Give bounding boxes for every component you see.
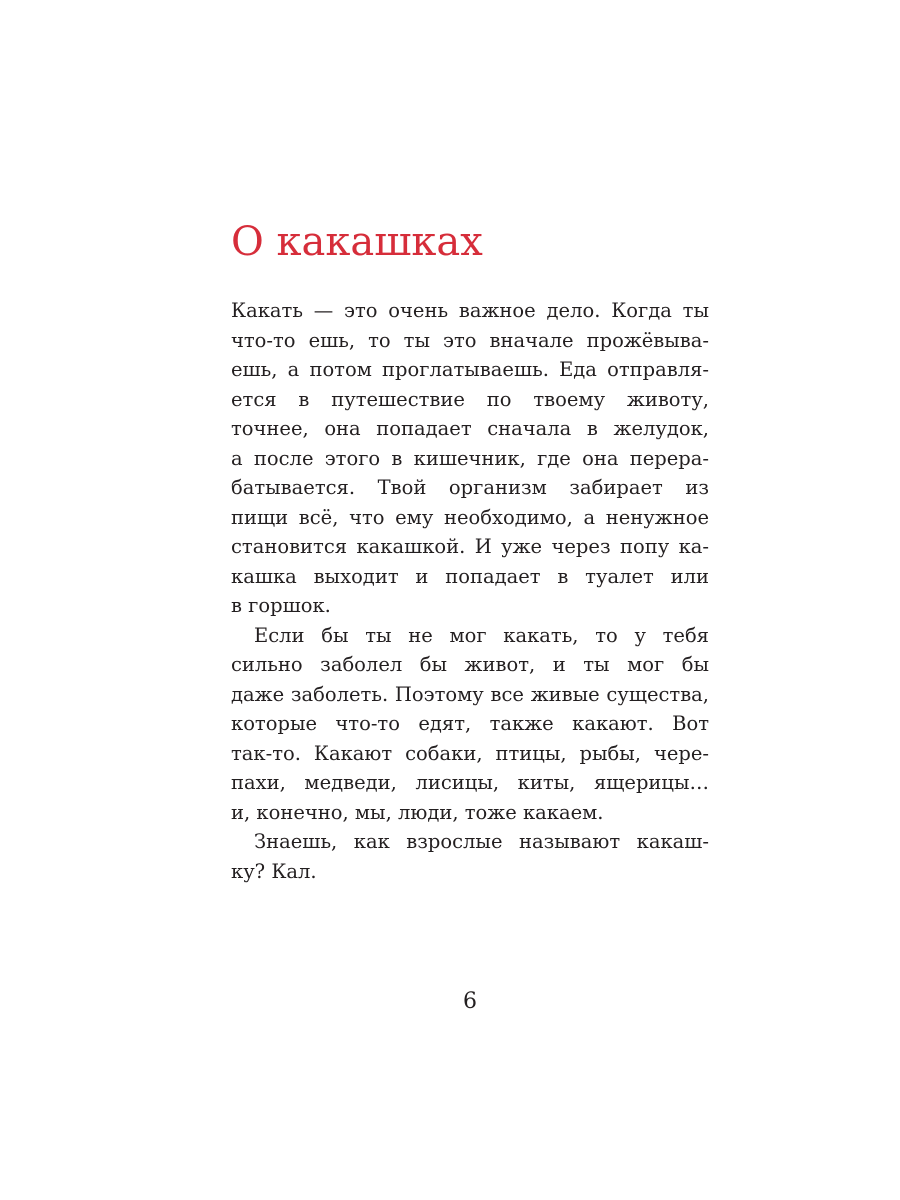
text-line: в горшок. <box>231 594 331 617</box>
text-line: ку? Кал. <box>231 859 317 883</box>
text-line: и, конечно, мы, люди, тоже какаем. <box>231 800 604 824</box>
text-line: ется в путешествие по твоему животу, <box>231 387 709 411</box>
text-line: которые что-то едят, также какают. Вот <box>231 712 709 735</box>
body-text <box>231 296 709 886</box>
text-line: Если бы ты не мог какать, то у тебя <box>254 623 709 647</box>
text-line: даже заболеть. Поэтому все живые существа, <box>231 682 709 706</box>
text-line: становится какашкой. И уже через попу ка- <box>231 535 709 558</box>
text-line: а после этого в кишечник, где она перера- <box>231 446 709 470</box>
text-line: Какать — это очень важное дело. Когда ты <box>231 299 709 322</box>
text-line: так-то. Какают собаки, птицы, рыбы, чере- <box>231 741 709 765</box>
chapter-title: О какашках <box>231 219 483 265</box>
text-line: батывается. Твой организм забирает из <box>231 476 709 499</box>
text-line: Знаешь, как взрослые называют какаш- <box>254 830 709 853</box>
text-line: кашка выходит и попадает в туалет или <box>231 564 709 588</box>
page-number: 6 <box>463 989 477 1014</box>
text-line: что-то ешь, то ты это вначале прожёвыва- <box>231 328 709 352</box>
text-line: сильно заболел бы живот, и ты мог бы <box>231 653 709 676</box>
text-line: пахи, медведи, лисицы, киты, ящерицы… <box>231 771 709 794</box>
text-line: ешь, а потом проглатываешь. Еда отправля- <box>231 358 709 381</box>
text-line: пищи всё, что ему необходимо, а ненужное <box>231 505 709 529</box>
text-line: точнее, она попадает сначала в желудок, <box>231 417 709 440</box>
